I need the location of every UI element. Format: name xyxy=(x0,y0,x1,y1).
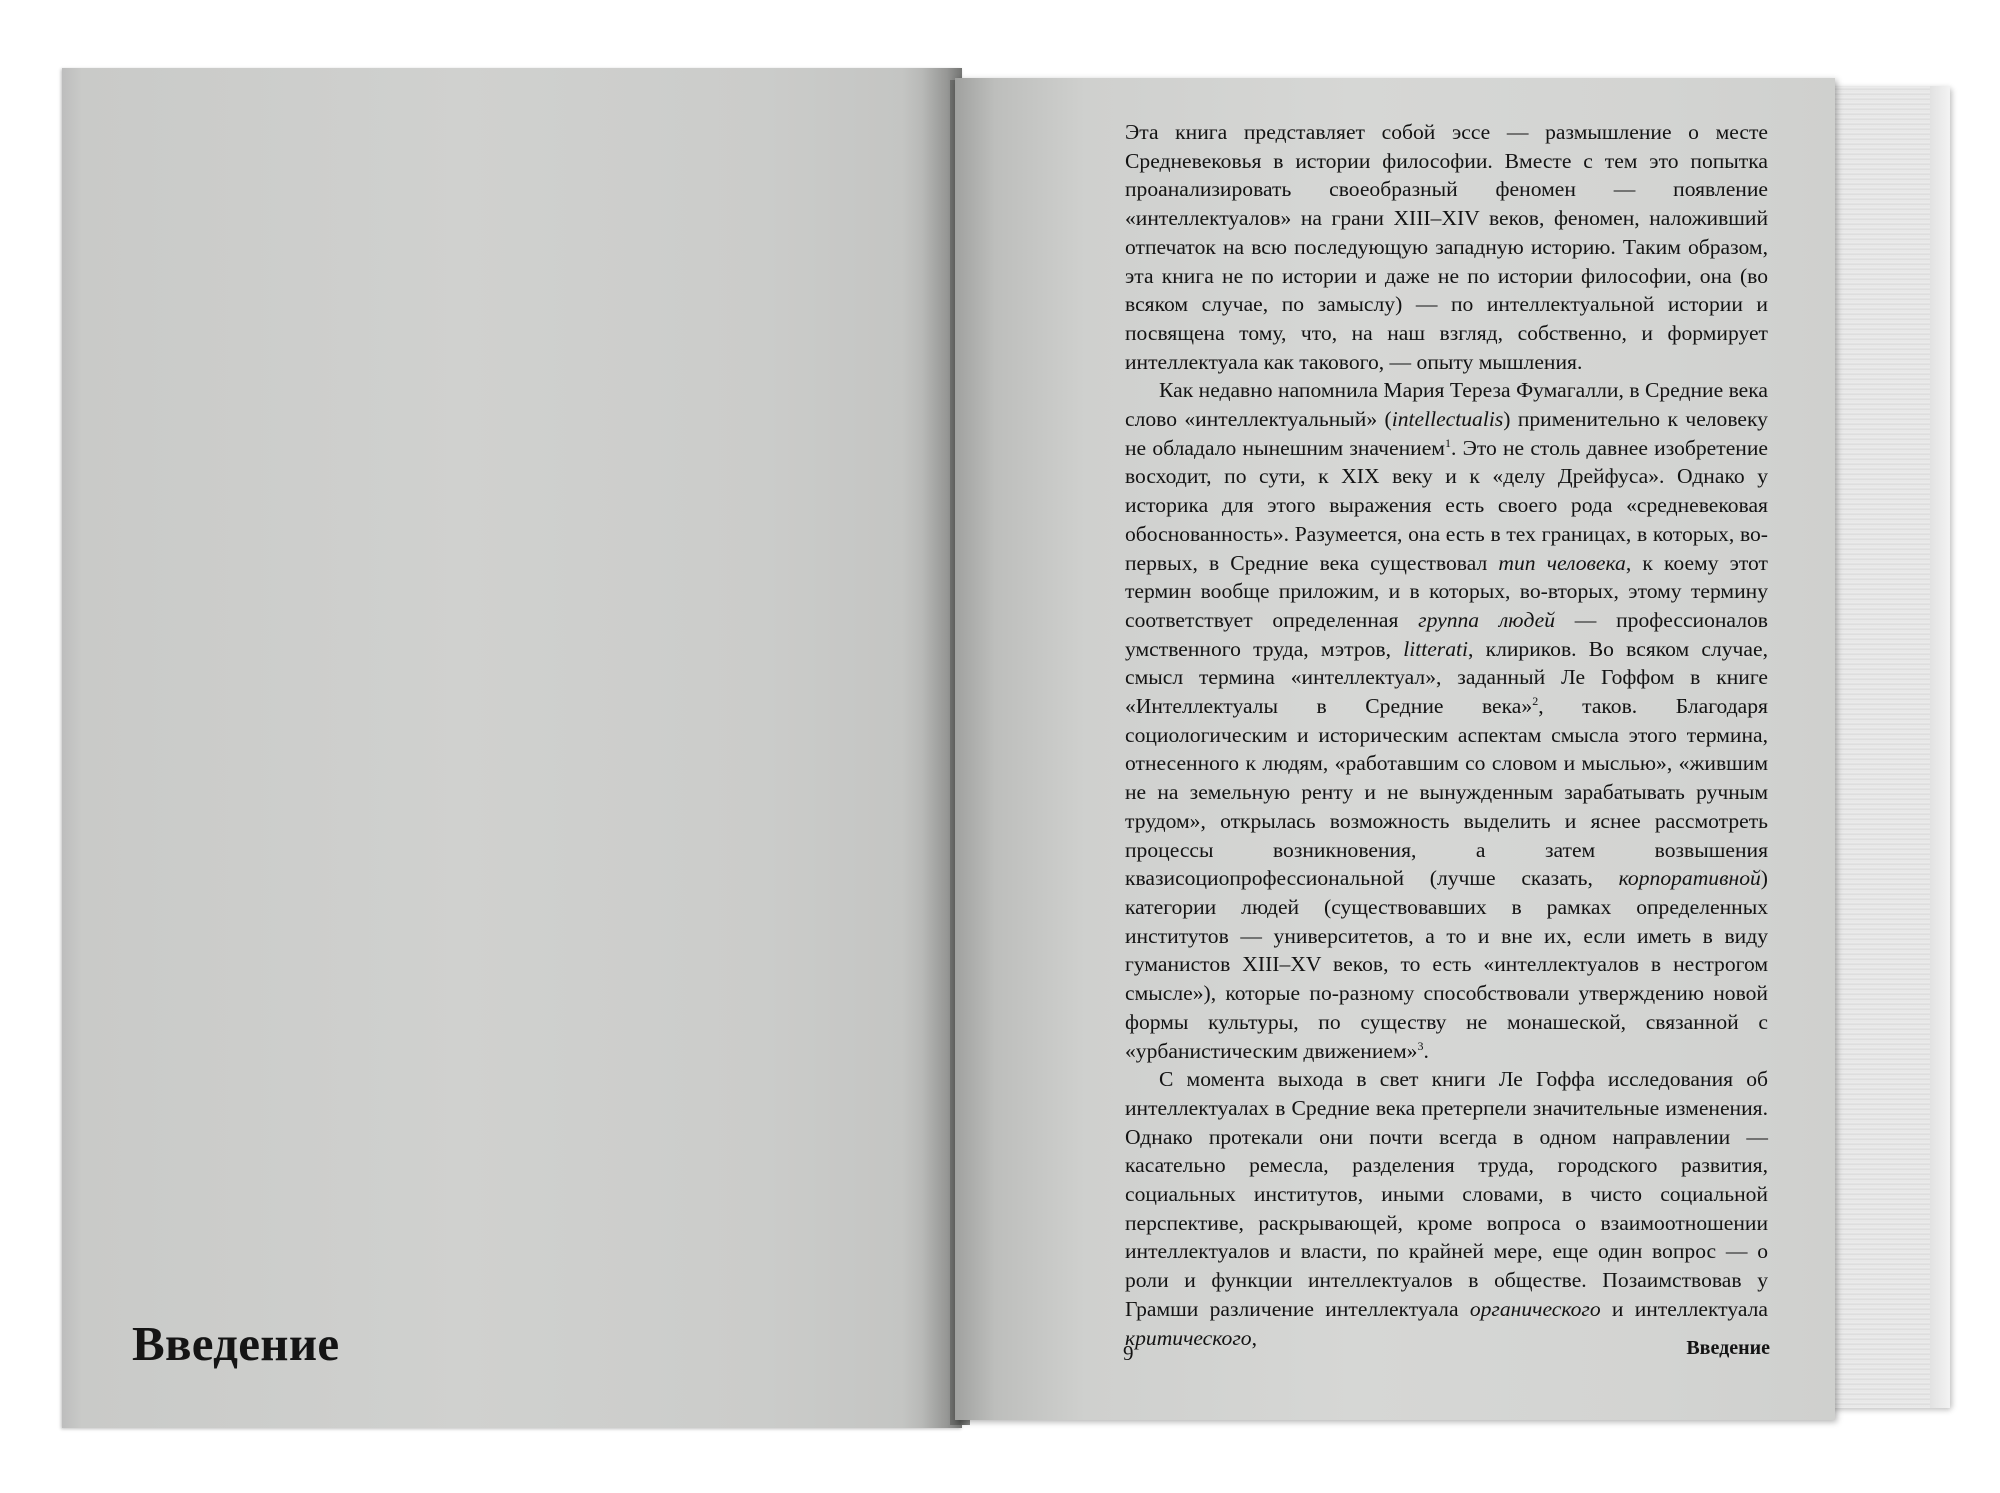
text-run: , к коему этот термин вообще приложим, и в которых, во-вторых, этому термину соответствует определенная xyxy=(1125,550,1768,632)
text-run: и интеллектуала xyxy=(1600,1296,1768,1321)
italic-run: критического xyxy=(1125,1325,1252,1350)
italic-run: органического xyxy=(1469,1296,1601,1321)
chapter-title: Введение xyxy=(132,1316,340,1371)
paragraph-3 xyxy=(1125,1065,1768,1352)
footnote-ref: 2 xyxy=(1532,693,1539,708)
text-run: — профессионалов умственного труда, мэтров, xyxy=(1125,607,1768,661)
italic-run: корпоративной xyxy=(1618,866,1761,891)
page-number: 9 xyxy=(1123,1341,1134,1365)
text-run: ) категории людей (существовавших в рамках определенных институтов — университетов, а то и вне их, если иметь в виду гуманистов XIII–XV веков, то есть «интеллектуалов в нестрогом смысле»), которые по-разному способствовали утверждению новой формы культуры, по существу не монашеской, связанной с «урбанистическим движением» xyxy=(1125,866,1768,1063)
paragraph-2 xyxy=(1125,376,1768,1065)
body-text xyxy=(1125,118,1768,1352)
italic-run: litterati xyxy=(1403,636,1468,661)
text-run: Как недавно напомнила Мария Тереза Фумагалли, в Средние века слово «интеллектуальный» ( xyxy=(1125,378,1768,432)
text-run: , клириков. Во всяком случае, смысл термина «интеллектуал», заданный Ле Гоффом в книге «Интеллектуалы в Средние века» xyxy=(1125,636,1768,719)
text-run: С момента выхода в свет книги Ле Гоффа исследования об интеллектуалах в Средние века претерпели значительные изменения. Однако протекали они почти всегда в одном направлении — касательно ремесла, разделения труда, городского развития, социальных институтов, иными словами, в чисто социальной перспективе, раскрывающей, кроме вопроса о взаимоотношении интеллектуалов и власти, по крайней мере, еще один вопрос — о роли и функции интеллектуалов в обществе. Позаимствовав у Грамши различение интеллектуала xyxy=(1125,1067,1768,1321)
running-head: Введение xyxy=(1686,1337,1770,1359)
text-run: , xyxy=(1251,1325,1257,1350)
text-run: , таков. Благодаря социологическим и историческим аспектам смысла этого термина, отнесенного к людям, «работавшим со словом и мыслью», «жившим не на земельную ренту и не вынужденным зарабатывать ручным трудом», открылась возможность выделить и яснее рассмотреть процессы возникновения, а затем возвышения квазисоциопрофессиональной (лучше сказать, xyxy=(1125,694,1768,891)
paragraph-1 xyxy=(1125,118,1768,376)
left-page xyxy=(62,68,962,1428)
italic-run: intellectualis xyxy=(1391,407,1504,432)
text-run: . xyxy=(1423,1038,1429,1063)
italic-run: группа людей xyxy=(1418,607,1556,632)
footnote-ref: 1 xyxy=(1444,435,1451,450)
text-run: Эта книга представляет собой эссе — размышление о месте Средневековья в истории философии. Вместе с тем это попытка проанализировать своеобразный феномен — появление «интеллектуалов» на грани XIII–XIV веков, феномен, наложивший отпечаток на всю последующую западную историю. Таким образом, эта книга не по истории и даже не по истории философии, она (во всяком случае, по замыслу) — по интеллектуальной истории и посвящена тому, что, на наш взгляд, собственно, и формирует интеллектуала как такового, — опыту мышления. xyxy=(1125,120,1768,374)
text-run: . Это не столь давнее изобретение восходит, по сути, к XIX веку и к «делу Дрейфуса». Однако у историка для этого выражения есть своего рода «средневековая обоснованность». Разумеется, она есть в тех границах, в которых, во-первых, в Средние века существовал xyxy=(1125,435,1768,575)
right-page xyxy=(955,78,1835,1420)
italic-run: тип человека xyxy=(1498,550,1626,575)
text-run: ) применительно к человеку не обладало нынешним значением xyxy=(1125,407,1768,460)
footnote-ref: 3 xyxy=(1417,1038,1424,1053)
page-stack-shade xyxy=(1930,86,1950,1408)
